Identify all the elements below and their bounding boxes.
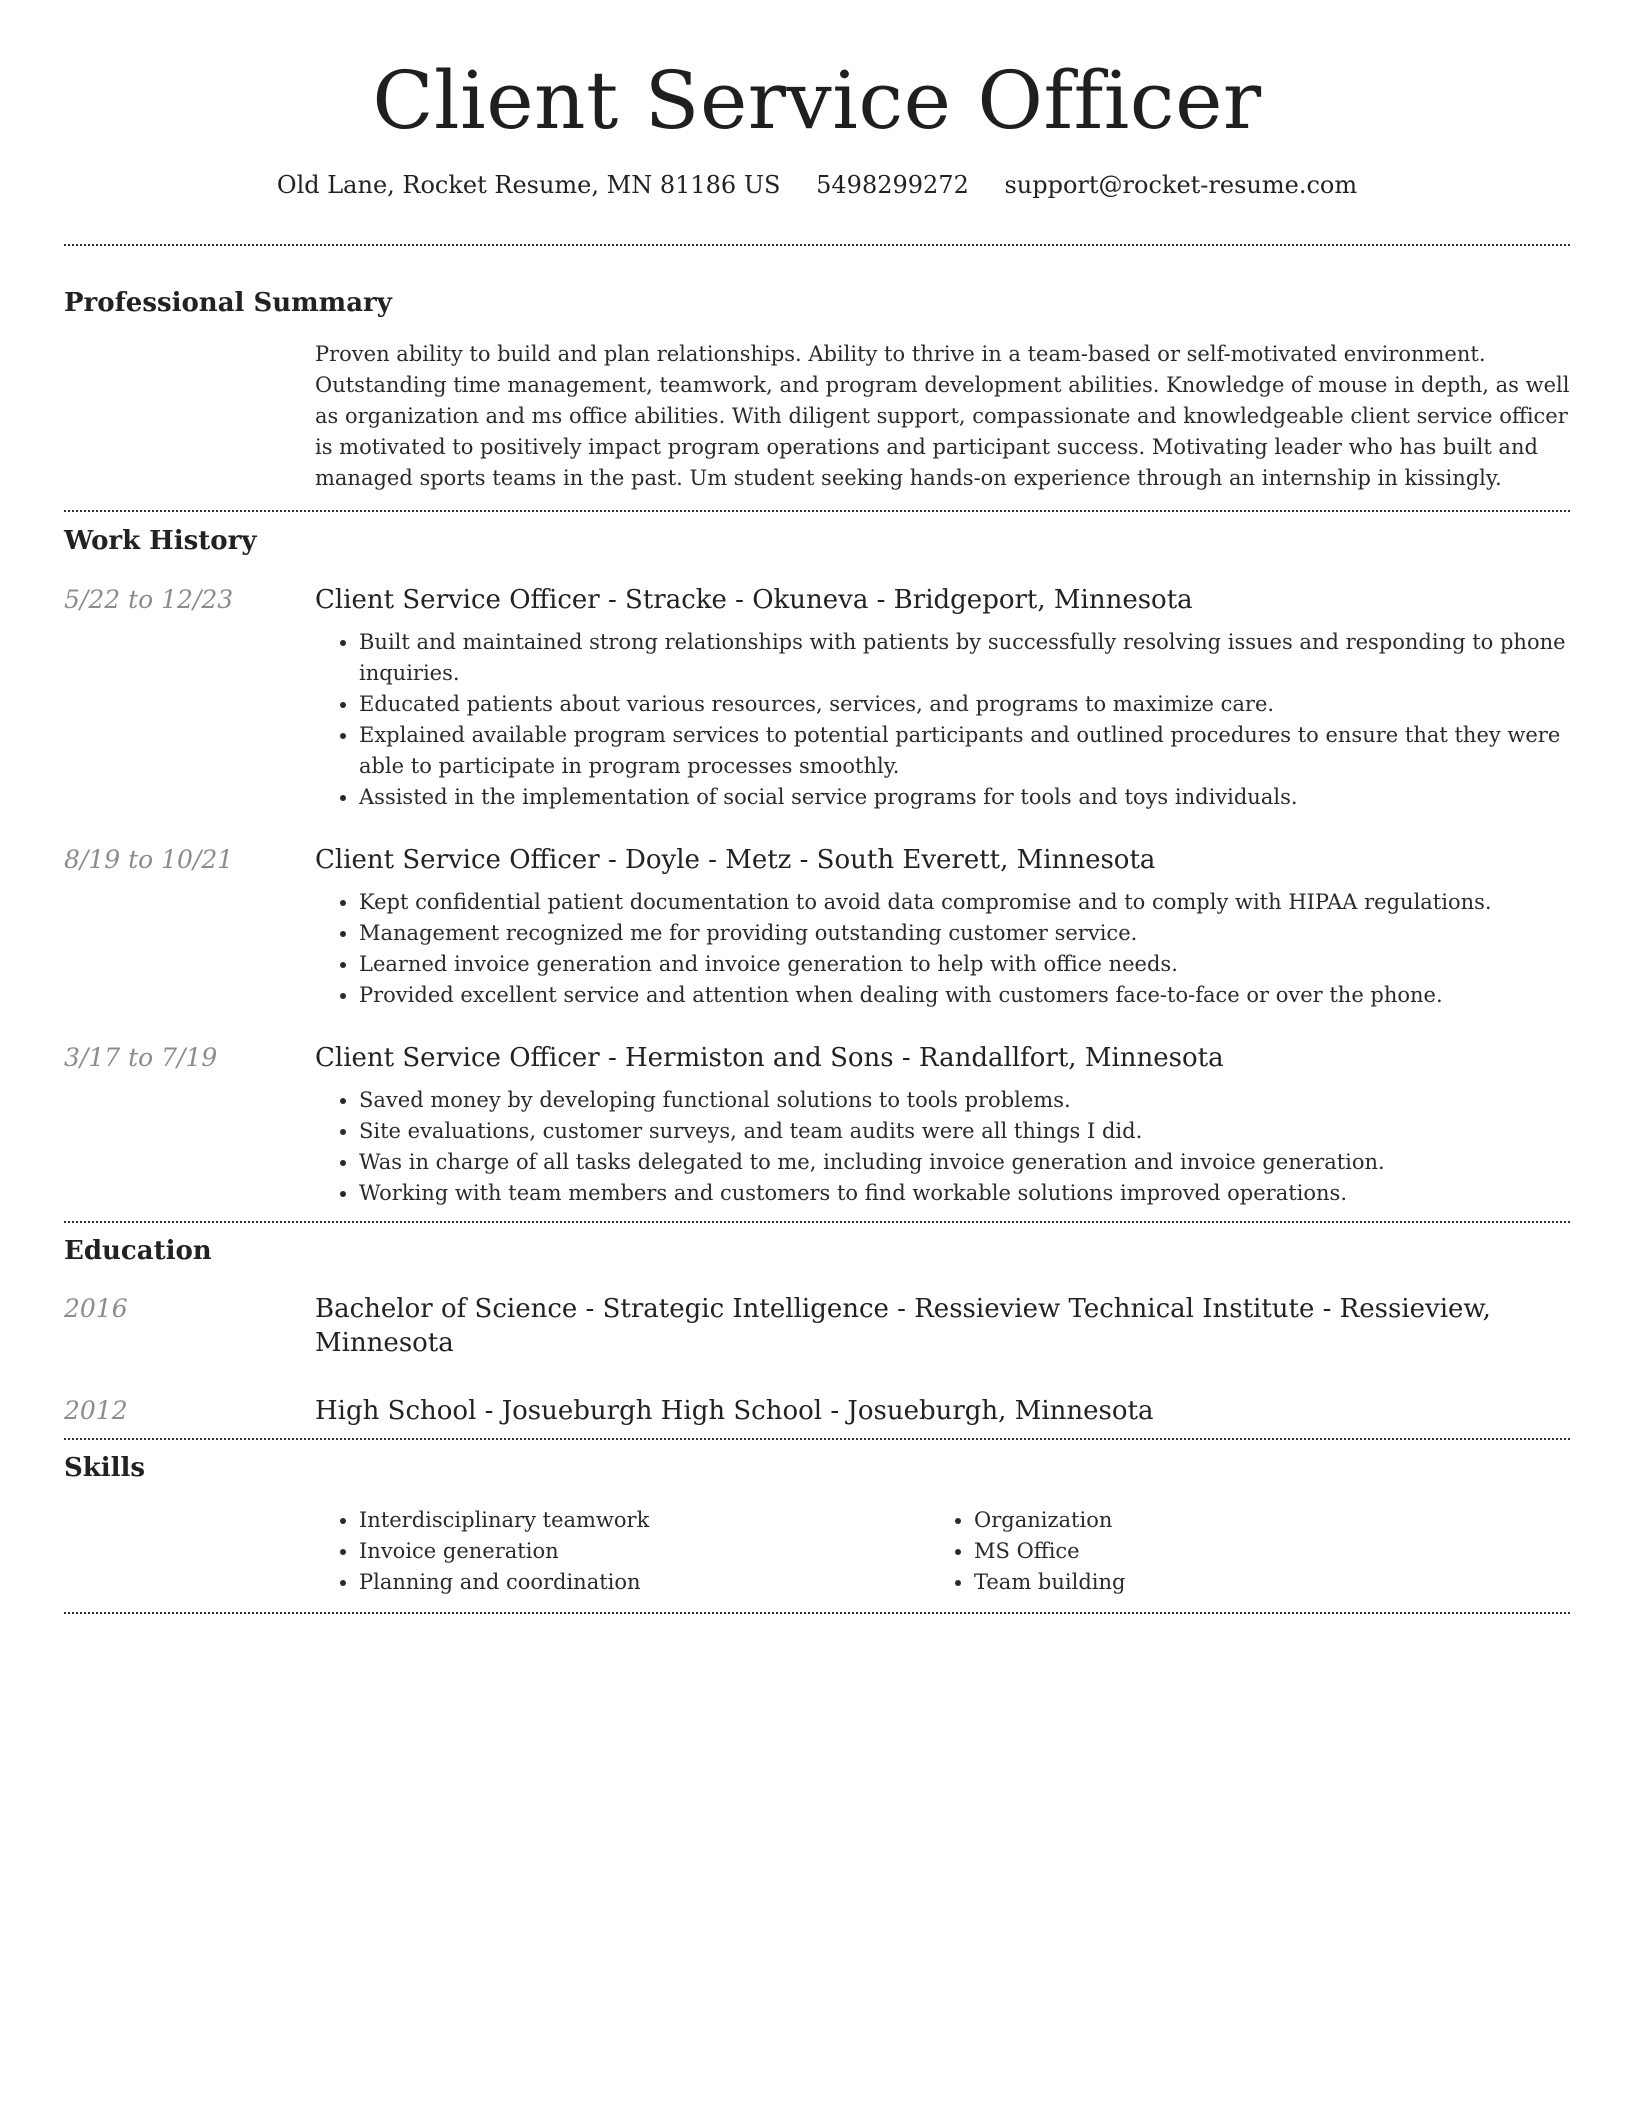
divider xyxy=(64,1221,1570,1223)
education-heading: Bachelor of Science - Strategic Intelligence - Ressieview Technical Institute - Ressieview, Minnesota xyxy=(315,1294,1491,1358)
job-bullet: • Educated patients about various resources, services, and programs to maximize care. xyxy=(359,689,1570,720)
skill-item: • Team building xyxy=(974,1567,1570,1598)
job-entry xyxy=(64,1041,1570,1209)
job-dates: 8/19 to 10/21 xyxy=(64,845,234,874)
job-heading: Client Service Officer - Doyle - Metz - South Everett, Minnesota xyxy=(315,845,1156,875)
job-bullet: • Explained available program services to potential participants and outlined procedures to ensure that they were able to participate in program processes smoothly. xyxy=(359,720,1570,782)
job-bullet: • Saved money by developing functional solutions to tools problems. xyxy=(359,1085,1570,1116)
skill-item: • MS Office xyxy=(974,1536,1570,1567)
divider xyxy=(64,1612,1570,1614)
job-bullets xyxy=(315,627,1570,813)
job-bullet: • Management recognized me for providing outstanding customer service. xyxy=(359,918,1570,949)
job-bullet: • Built and maintained strong relationships with patients by successfully resolving issues and responding to phone inquiries. xyxy=(359,627,1570,689)
skills-columns xyxy=(315,1505,1570,1598)
education-year: 2016 xyxy=(64,1294,128,1323)
job-header xyxy=(64,1041,1570,1075)
divider xyxy=(64,244,1570,246)
job-heading: Client Service Officer - Hermiston and Sons - Randallfort, Minnesota xyxy=(315,1043,1224,1073)
work-history-section xyxy=(64,524,1570,1209)
section-title-education: Education xyxy=(64,1236,212,1266)
section-title-summary: Professional Summary xyxy=(64,288,392,318)
education-entry xyxy=(64,1292,1570,1360)
job-entry xyxy=(64,843,1570,1011)
job-details xyxy=(315,1085,1570,1209)
job-heading: Client Service Officer - Stracke - Okuneva - Bridgeport, Minnesota xyxy=(315,585,1193,615)
job-bullet: • Assisted in the implementation of social service programs for tools and toys individuals. xyxy=(359,782,1570,813)
job-header xyxy=(64,583,1570,617)
summary-text: Proven ability to build and plan relationships. Ability to thrive in a team-based or self-motivated environment. Outstanding time management, teamwork, and program development abilities. Knowledge of mouse in depth, as well as organization and ms office abilities. With diligent support, compassionate and knowledgeable client service officer is motivated to positively impact program operations and participant success. Motivating leader who has built and managed sports teams in the past. Um student seeking hands-on experience through an internship in kissingly. xyxy=(315,342,1570,490)
skills-list-left xyxy=(315,1505,930,1598)
education-heading: High School - Josueburgh High School - Josueburgh, Minnesota xyxy=(315,1396,1154,1426)
job-bullet: • Working with team members and customers to find workable solutions improved operations. xyxy=(359,1178,1570,1209)
job-dates: 3/17 to 7/19 xyxy=(64,1043,218,1072)
job-bullets xyxy=(315,887,1570,1011)
contact-line xyxy=(64,168,1570,202)
contact-address: Old Lane, Rocket Resume, MN 81186 US xyxy=(276,171,781,199)
skill-item: • Interdisciplinary teamwork xyxy=(359,1505,930,1536)
divider xyxy=(64,510,1570,512)
education-section xyxy=(64,1234,1570,1428)
job-bullet: • Learned invoice generation and invoice generation to help with office needs. xyxy=(359,949,1570,980)
contact-email: support@rocket-resume.com xyxy=(1004,171,1358,199)
job-details xyxy=(315,887,1570,1011)
section-title-skills: Skills xyxy=(64,1453,146,1483)
summary-section xyxy=(64,286,1570,494)
candidate-name: Client Service Officer xyxy=(372,54,1262,147)
skills-section xyxy=(64,1451,1570,1598)
job-bullet: • Provided excellent service and attention when dealing with customers face-to-face or over the phone. xyxy=(359,980,1570,1011)
job-entry xyxy=(64,583,1570,813)
job-bullet: • Was in charge of all tasks delegated to me, including invoice generation and invoice generation. xyxy=(359,1147,1570,1178)
job-bullet: • Site evaluations, customer surveys, and team audits were all things I did. xyxy=(359,1116,1570,1147)
skill-item: • Planning and coordination xyxy=(359,1567,930,1598)
section-title-work-history: Work History xyxy=(64,526,257,556)
divider xyxy=(64,1438,1570,1440)
job-details xyxy=(315,627,1570,813)
job-dates: 5/22 to 12/23 xyxy=(64,585,234,614)
skill-item: • Organization xyxy=(974,1505,1570,1536)
education-year: 2012 xyxy=(64,1396,128,1425)
education-entry xyxy=(64,1394,1570,1428)
job-bullet: • Kept confidential patient documentation to avoid data compromise and to comply with HIPAA regulations. xyxy=(359,887,1570,918)
job-header xyxy=(64,843,1570,877)
job-bullets xyxy=(315,1085,1570,1209)
skills-list-right xyxy=(930,1505,1570,1598)
resume-page xyxy=(64,0,1570,1614)
contact-phone: 5498299272 xyxy=(816,171,969,199)
skill-item: • Invoice generation xyxy=(359,1536,930,1567)
